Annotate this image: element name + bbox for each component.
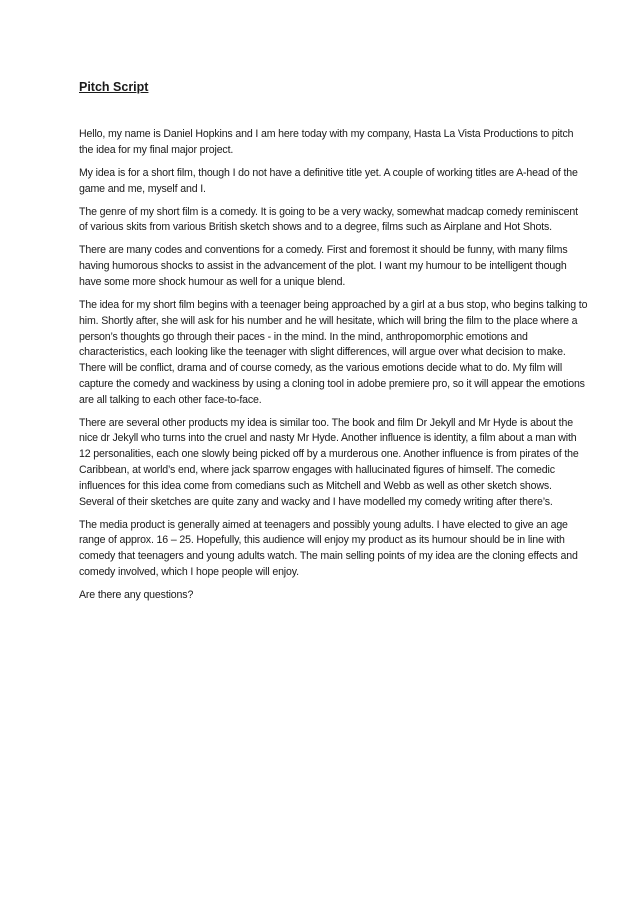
- paragraph-influences: There are several other products my idea is similar too. The book and film Dr Jekyll and Mr Hyde is about the nice dr Jekyll who turns into the cruel and nasty Mr Hyde. Another influence is identity, a film about a man with 12 personalities, each one slowly being picked off by a murderous one. Another influence is from pirates of the Caribbean, at world’s end, where jack sparrow engages with hallucinated figures of himself. The comedic influences for this idea come from comedians such as Mitchell and Webb as well as other sketch shows. Several of their sketches are quite zany and wacky and I have modelled my comedy writing after there’s.: [79, 416, 579, 508]
- paragraph-plot: The idea for my short film begins with a teenager being approached by a girl at a bus stop, who begins talking to him. Shortly after, she will ask for his number and he will hesitate, which will bring the film to the place where a person’s thoughts go through their paces - in the mind. In the mind, anthropomorphic emotions and characteristics, each looking like the teenager with slight differences, will argue over what decision to make. There will be conflict, drama and of course comedy, as the various emotions decide what to do. My film will capture the comedy and wackiness by using a cloning tool in adobe premiere pro, so it will appear the emotions are all talking to each other face-to-face.: [79, 298, 588, 406]
- paragraph-audience: The media product is generally aimed at teenagers and possibly young adults. I have elected to give an age range of approx. 16 – 25. Hopefully, this audience will enjoy my product as its humour should be in line with comedy that teenagers and young adults watch. The main selling points of my idea are the cloning effects and comedy involved, which I hope people will enjoy.: [79, 518, 578, 579]
- paragraph-questions: Are there any questions?: [79, 589, 194, 602]
- paragraph-idea: My idea is for a short film, though I do not have a definitive title yet. A couple of working titles are A-head of the game and me, myself and I.: [79, 166, 578, 195]
- paragraph-introduction: Hello, my name is Daniel Hopkins and I am here today with my company, Hasta La Vista Productions to pitch the idea for my final major project.: [79, 128, 574, 156]
- paragraph-genre: The genre of my short film is a comedy. It is going to be a very wacky, somewhat madcap comedy reminiscent of various skits from various British sketch shows and to a degree, films such as Airplane and Hot Shots.: [79, 205, 578, 234]
- document-title: Pitch Script: [79, 80, 149, 94]
- paragraph-conventions: There are many codes and conventions for a comedy. First and foremost it should be funny, with many films having humorous shocks to assist in the advancement of the plot. I want my humour to be intelligent though have some more shock humour as well for a unique blend.: [79, 244, 568, 288]
